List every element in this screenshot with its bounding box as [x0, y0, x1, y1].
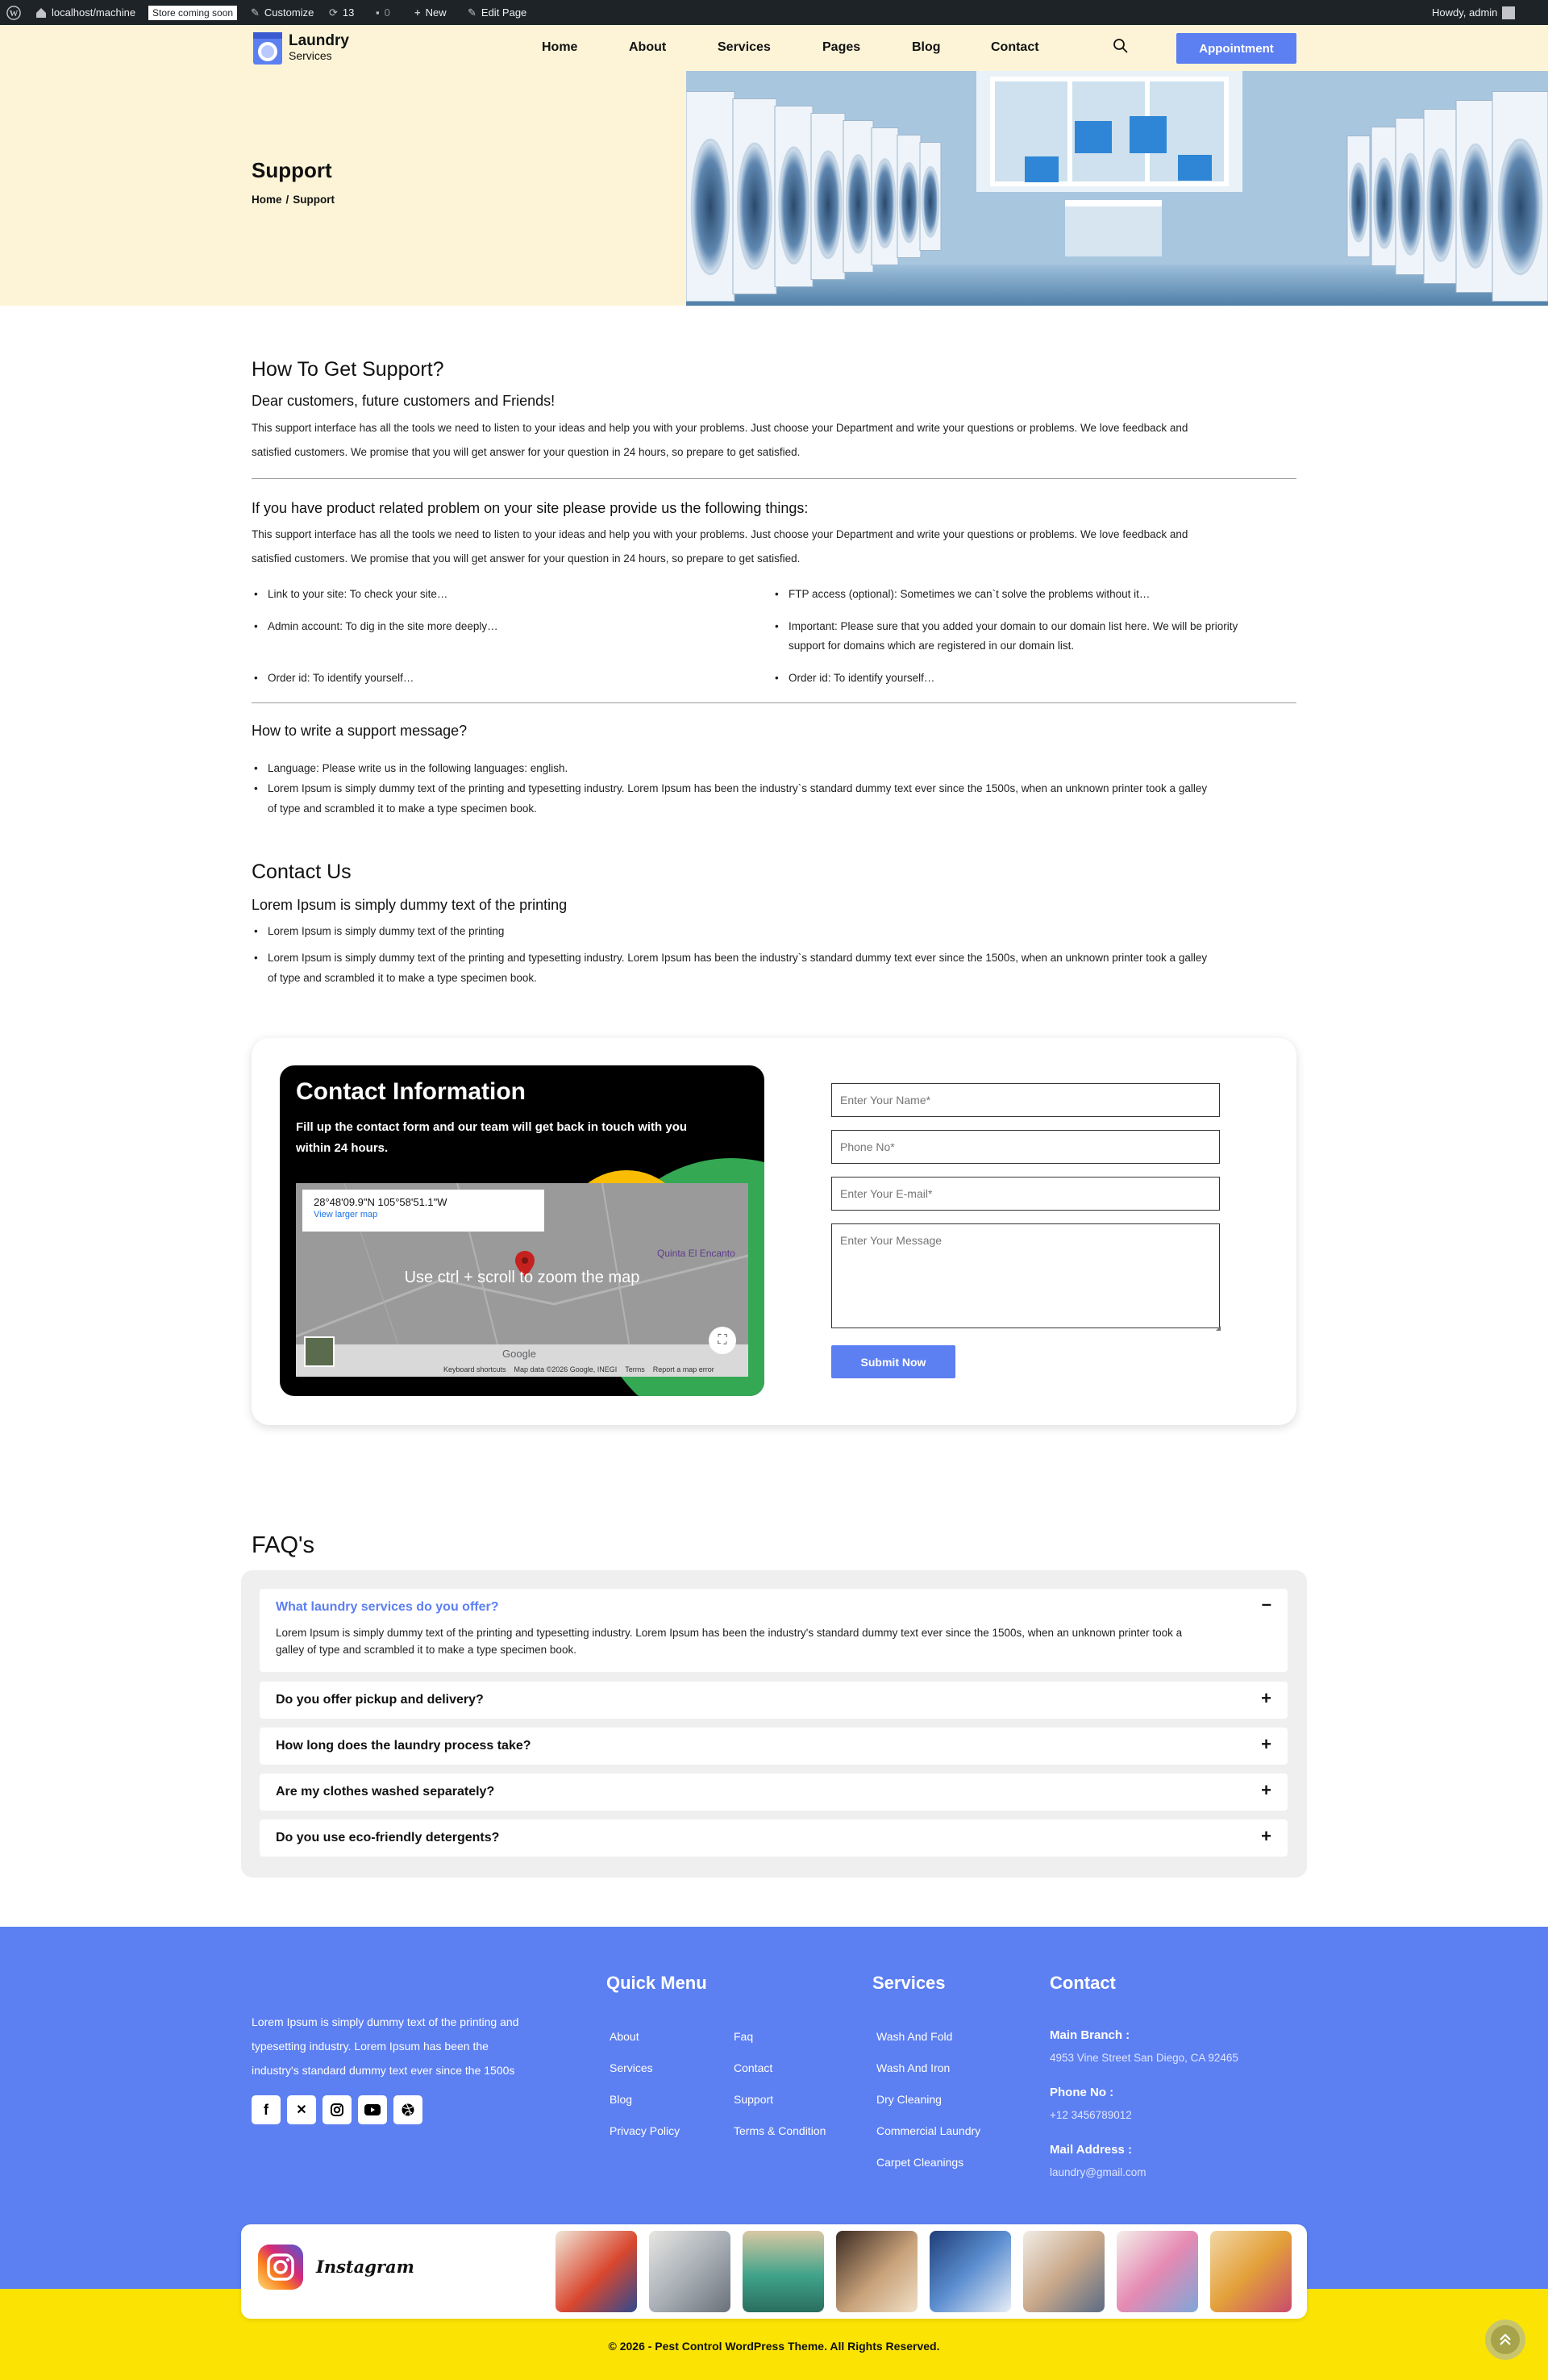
breadcrumb-current: Support [293, 194, 335, 206]
washing-machine-logo-icon [252, 31, 284, 66]
faq-question[interactable]: What laundry services do you offer? [276, 1600, 499, 1614]
double-chevron-up-icon [1498, 2332, 1513, 2347]
faq-item[interactable] [260, 1819, 1288, 1857]
product-problem-heading: If you have product related problem on your site please provide us the following things: [252, 500, 809, 516]
faq-answer: galley of type and scrambled it to make a type specimen book. [276, 1644, 576, 1656]
list-item: • FTP access (optional): Sometimes we can`t solve the problems without it… [772, 584, 1150, 604]
list-item: • Lorem Ipsum is simply dummy text of the printing [252, 921, 504, 941]
nav-home[interactable]: Home [542, 40, 578, 54]
faq-item[interactable] [260, 1728, 1288, 1765]
main-branch-label: Main Branch : [1050, 2028, 1130, 2042]
map-data-credit: Map data ©2026 Google, INEGI [514, 1365, 618, 1373]
list-item: • Link to your site: To check your site… [252, 584, 447, 604]
dribbble-icon[interactable] [393, 2095, 422, 2124]
support-paragraph-line: This support interface has all the tools we need to listen to your ideas and help you with your problems. Just choose your Department and write your questions or problems. We love feedback and [252, 422, 1188, 434]
support-paragraph-line: This support interface has all the tools we need to listen to your ideas and help you with your problems. Just choose your Department and write your questions or problems. We love feedback and [252, 528, 1188, 540]
list-item: • Important: Please sure that you added your domain to our domain list here. We will be priority [772, 616, 1238, 636]
footer-link[interactable]: Dry Cleaning [876, 2093, 942, 2106]
keyboard-shortcuts-link[interactable]: Keyboard shortcuts [443, 1365, 506, 1373]
support-paragraph-line: satisfied customers. We promise that you will get answer for your question in 24 hours, so prepare to get satisfied. [252, 552, 801, 565]
store-status-badge[interactable]: Store coming soon [148, 0, 237, 25]
new-content-link[interactable]: + New [414, 0, 447, 25]
map-place-label: Quinta El Encanto [657, 1248, 735, 1259]
faq-item[interactable] [260, 1682, 1288, 1719]
footer-link[interactable]: Blog [610, 2093, 633, 2106]
logo-subtitle: Services [289, 49, 332, 62]
scroll-to-top-button[interactable] [1485, 2320, 1525, 2360]
youtube-icon[interactable] [358, 2095, 387, 2124]
instagram-photo[interactable] [930, 2231, 1011, 2312]
main-branch-address: 4953 Vine Street San Diego, CA 92465 [1050, 2052, 1238, 2064]
list-item: • Order id: To identify yourself… [252, 668, 414, 688]
support-heading: How To Get Support? [252, 358, 444, 381]
list-item-continuation: of type and scrambled it to make a type specimen book. [268, 972, 537, 984]
logo-title: Laundry [289, 32, 349, 49]
footer-link[interactable]: Carpet Cleanings [876, 2156, 964, 2169]
breadcrumb-separator: / [285, 194, 289, 206]
map-coordinates: 28°48'09.9"N 105°58'51.1"W [314, 1196, 447, 1208]
updates-link[interactable]: ⟳ 13 [329, 0, 354, 25]
footer-link[interactable]: Services [610, 2061, 653, 2074]
laundromat-hero-image [686, 71, 1548, 306]
contact-heading: Contact [1050, 1973, 1116, 1993]
support-subheading: Dear customers, future customers and Friends! [252, 393, 556, 409]
footer-about-text: typesetting industry. Lorem Ipsum has been the [252, 2040, 489, 2053]
faq-answer: Lorem Ipsum is simply dummy text of the printing and typesetting industry. Lorem Ipsum has been the industry's standard dummy text ever since the 1500s, when an unknown printer took a [276, 1627, 1183, 1639]
instagram-photo[interactable] [743, 2231, 824, 2312]
write-message-heading: How to write a support message? [252, 723, 468, 739]
list-item: • Language: Please write us in the following languages: english. [252, 758, 568, 778]
divider [252, 478, 1296, 479]
faq-question[interactable]: Do you use eco-friendly detergents? [276, 1831, 500, 1844]
plus-icon[interactable]: + [1261, 1780, 1271, 1800]
list-item-continuation: support for domains which are registered in our domain list. [789, 640, 1075, 652]
site-name: localhost/machine [52, 6, 136, 19]
faq-item-open[interactable] [260, 1589, 1288, 1672]
page-title: Support [252, 158, 332, 182]
instagram-logo-icon[interactable] [258, 2245, 303, 2290]
email-input[interactable] [831, 1177, 1220, 1211]
phone-input[interactable] [831, 1130, 1220, 1164]
my-account-link[interactable]: Howdy, admin [1432, 0, 1515, 25]
faq-question[interactable]: How long does the laundry process take? [276, 1739, 531, 1753]
faq-item[interactable] [260, 1774, 1288, 1811]
minus-icon[interactable]: – [1261, 1594, 1271, 1614]
instagram-photo[interactable] [1210, 2231, 1292, 2312]
pencil-icon: ✎ [468, 6, 476, 19]
instagram-icon[interactable] [322, 2095, 352, 2124]
faq-question[interactable]: Do you offer pickup and delivery? [276, 1693, 484, 1707]
plus-icon: + [414, 6, 421, 19]
site-header [0, 25, 1548, 71]
map-footer [443, 1365, 714, 1373]
contact-information-panel [280, 1065, 764, 1396]
x-twitter-icon[interactable]: ✕ [287, 2095, 316, 2124]
nav-services[interactable]: Services [718, 40, 771, 54]
submit-button[interactable]: Submit Now [831, 1345, 955, 1378]
faq-heading: FAQ's [252, 1532, 315, 1558]
instagram-photo[interactable] [649, 2231, 730, 2312]
list-item: • Order id: To identify yourself… [772, 668, 934, 688]
instagram-photo[interactable] [1117, 2231, 1198, 2312]
report-error-link[interactable]: Report a map error [652, 1365, 714, 1373]
plus-icon[interactable]: + [1261, 1688, 1271, 1708]
message-textarea[interactable] [831, 1223, 1220, 1328]
comment-icon: ▪ [376, 6, 380, 19]
fullscreen-icon[interactable]: ⛶ [709, 1327, 736, 1354]
avatar [1502, 6, 1515, 19]
facebook-icon[interactable]: f [252, 2095, 281, 2124]
name-input[interactable] [831, 1083, 1220, 1117]
resize-handle-icon[interactable]: ◢ [1216, 1324, 1221, 1332]
footer-link[interactable]: Commercial Laundry [876, 2124, 981, 2137]
instagram-photo[interactable] [556, 2231, 637, 2312]
phone-number[interactable]: +12 3456789012 [1050, 2109, 1132, 2121]
nav-about[interactable]: About [629, 40, 667, 54]
plus-icon[interactable]: + [1261, 1826, 1271, 1846]
contact-info-title: Contact Information [296, 1078, 526, 1105]
appointment-button[interactable]: Appointment [1176, 33, 1296, 64]
comments-link[interactable]: ▪ 0 [376, 0, 390, 25]
list-item: • Lorem Ipsum is simply dummy text of the printing and typesetting industry. Lorem Ipsum has been the industry`s standard dummy text ever since the 1500s, when an unknown printer took a galley [252, 778, 1207, 798]
contact-us-heading: Contact Us [252, 861, 352, 883]
brush-icon: ✎ [251, 6, 260, 19]
nav-blog[interactable]: Blog [912, 40, 941, 54]
map-zoom-hint: Use ctrl + scroll to zoom the map [404, 1269, 640, 1286]
terms-link[interactable]: Terms [625, 1365, 645, 1373]
list-item: • Lorem Ipsum is simply dummy text of the printing and typesetting industry. Lorem Ipsum has been the industry`s standard dummy text ever since the 1500s, when an unknown printer took a galley [252, 948, 1207, 968]
svg-text:W: W [9, 8, 19, 19]
footer-about-text: industry's standard dummy text ever since the 1500s [252, 2064, 515, 2077]
plus-icon[interactable]: + [1261, 1734, 1271, 1754]
refresh-icon: ⟳ [329, 6, 338, 19]
list-item-continuation: of type and scrambled it to make a type specimen book. [268, 802, 537, 815]
footer-link[interactable]: Contact [734, 2061, 773, 2074]
nav-contact[interactable]: Contact [991, 40, 1039, 54]
site-logo[interactable] [252, 29, 364, 68]
footer-link[interactable]: Privacy Policy [610, 2124, 680, 2137]
footer-link[interactable]: Faq [734, 2030, 754, 2043]
divider [252, 702, 1296, 703]
nav-pages[interactable]: Pages [822, 40, 861, 54]
copyright-text: © 2026 - Pest Control WordPress Theme. All Rights Reserved. [608, 2340, 940, 2353]
mail-label: Mail Address : [1050, 2143, 1132, 2157]
wordpress-logo-icon[interactable] [6, 0, 21, 25]
contact-info-description: Fill up the contact form and our team will get back in touch with you [296, 1120, 688, 1134]
view-larger-map-link[interactable]: View larger map [314, 1210, 378, 1219]
map-place-card [302, 1190, 544, 1232]
map-satellite-thumbnail[interactable] [304, 1336, 335, 1367]
mail-address[interactable]: laundry@gmail.com [1050, 2166, 1146, 2178]
home-icon [35, 7, 47, 19]
instagram-photo[interactable] [836, 2231, 918, 2312]
edit-page-link[interactable]: ✎ Edit Page [468, 0, 526, 25]
footer-link[interactable]: Support [734, 2093, 774, 2106]
contact-us-subheading: Lorem Ipsum is simply dummy text of the printing [252, 897, 568, 913]
quick-menu-heading: Quick Menu [606, 1973, 707, 1993]
breadcrumb [252, 194, 335, 206]
footer-link[interactable]: About [610, 2030, 639, 2043]
embedded-map[interactable] [296, 1183, 748, 1377]
instagram-photo[interactable] [1023, 2231, 1105, 2312]
phone-label: Phone No : [1050, 2086, 1114, 2099]
faq-question[interactable]: Are my clothes washed separately? [276, 1785, 495, 1799]
customize-link[interactable]: ✎ Customize [251, 0, 314, 25]
services-heading: Services [872, 1973, 946, 1993]
footer-link[interactable]: Wash And Iron [876, 2061, 951, 2074]
instagram-label: Instagram [316, 2257, 414, 2277]
google-logo: Google [502, 1348, 536, 1360]
breadcrumb-home[interactable]: Home [252, 194, 282, 206]
admin-bar [0, 0, 1548, 25]
footer-link[interactable]: Wash And Fold [876, 2030, 953, 2043]
footer-link[interactable]: Terms & Condition [734, 2124, 826, 2137]
list-item: • Admin account: To dig in the site more deeply… [252, 616, 498, 636]
support-paragraph-line: satisfied customers. We promise that you will get answer for your question in 24 hours, so prepare to get satisfied. [252, 446, 801, 458]
contact-info-description: within 24 hours. [296, 1141, 389, 1155]
search-icon[interactable] [1113, 38, 1129, 54]
site-name-link[interactable] [35, 0, 135, 25]
footer-about-text: Lorem Ipsum is simply dummy text of the printing and [252, 2015, 519, 2028]
